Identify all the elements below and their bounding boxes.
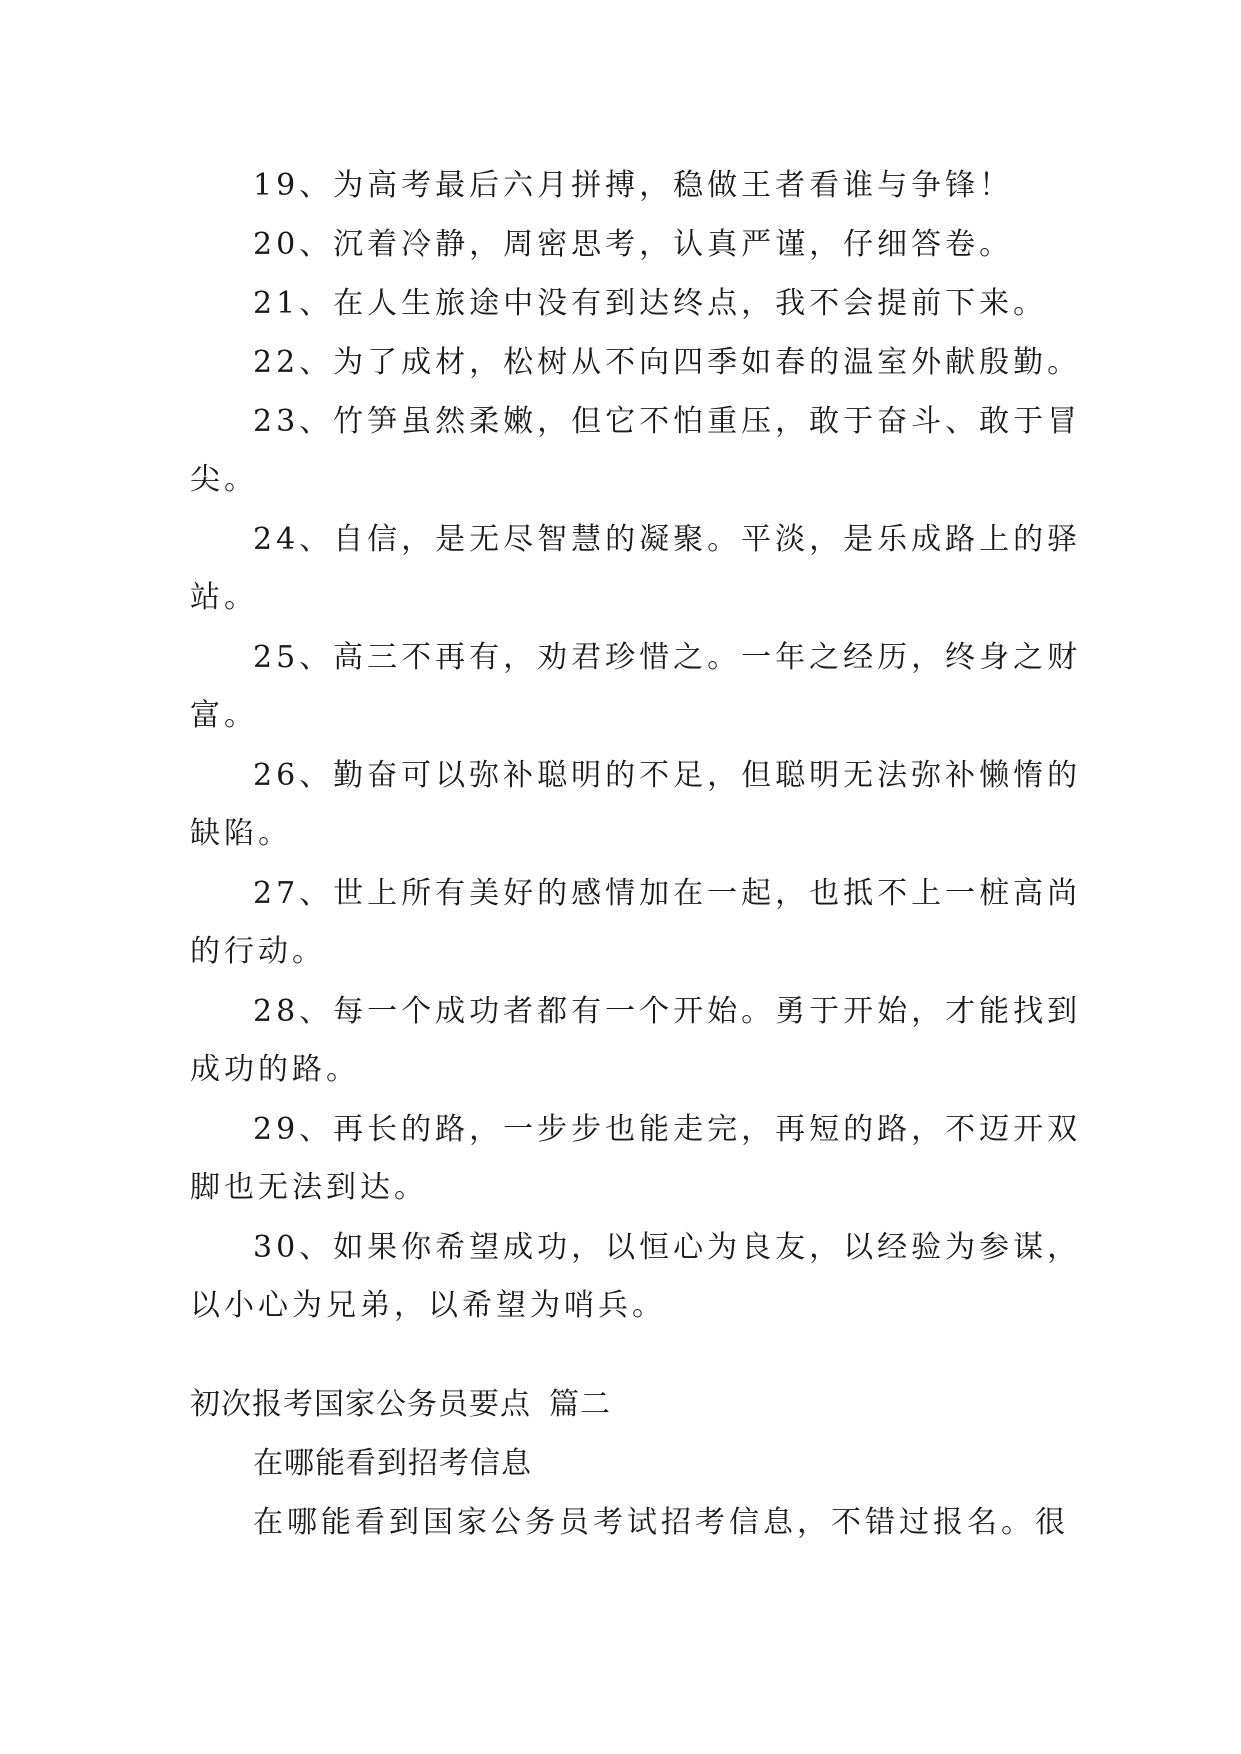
list-item-26: 26、勤奋可以弥补聪明的不足，但聪明无法弥补懒惰的 — [253, 758, 1082, 793]
list-item-19: 19、为高考最后六月拼搏，稳做王者看谁与争锋！ — [253, 168, 1014, 203]
list-item-30-continuation: 以小心为兄弟，以希望为哨兵。 — [190, 1288, 666, 1323]
section-part-label: 篇二 — [549, 1387, 611, 1422]
list-item-25-continuation: 富。 — [190, 698, 258, 733]
list-item-24: 24、自信，是无尽智慧的凝聚。平淡，是乐成路上的驿 — [253, 522, 1082, 557]
section-subheading: 在哪能看到招考信息 — [253, 1446, 532, 1481]
section-title: 初次报考国家公务员要点 — [190, 1387, 531, 1422]
section-heading — [190, 1385, 611, 1425]
list-item-29: 29、再长的路，一步步也能走完，再短的路，不迈开双 — [253, 1112, 1082, 1147]
list-item-28: 28、每一个成功者都有一个开始。勇于开始，才能找到 — [253, 994, 1082, 1029]
list-item-25: 25、高三不再有，劝君珍惜之。一年之经历，终身之财 — [253, 640, 1082, 675]
list-item-28-continuation: 成功的路。 — [190, 1052, 360, 1087]
list-item-23-continuation: 尖。 — [190, 462, 258, 497]
list-item-27-continuation: 的行动。 — [190, 934, 326, 969]
list-item-29-continuation: 脚也无法到达。 — [190, 1170, 428, 1205]
list-item-20: 20、沉着冷静，周密思考，认真严谨，仔细答卷。 — [253, 227, 1014, 262]
list-item-26-continuation: 缺陷。 — [190, 816, 292, 851]
list-item-22: 22、为了成材，松树从不向四季如春的温室外献殷勤。 — [253, 345, 1082, 380]
paragraph-line: 在哪能看到国家公务员考试招考信息，不错过报名。很 — [253, 1505, 1069, 1540]
list-item-27: 27、世上所有美好的感情加在一起，也抵不上一桩高尚 — [253, 876, 1082, 911]
list-item-24-continuation: 站。 — [190, 580, 258, 615]
list-item-21: 21、在人生旅途中没有到达终点，我不会提前下来。 — [253, 286, 1048, 321]
list-item-30: 30、如果你希望成功，以恒心为良友，以经验为参谋， — [253, 1230, 1082, 1265]
list-item-23: 23、竹笋虽然柔嫩，但它不怕重压，敢于奋斗、敢于冒 — [253, 404, 1082, 439]
